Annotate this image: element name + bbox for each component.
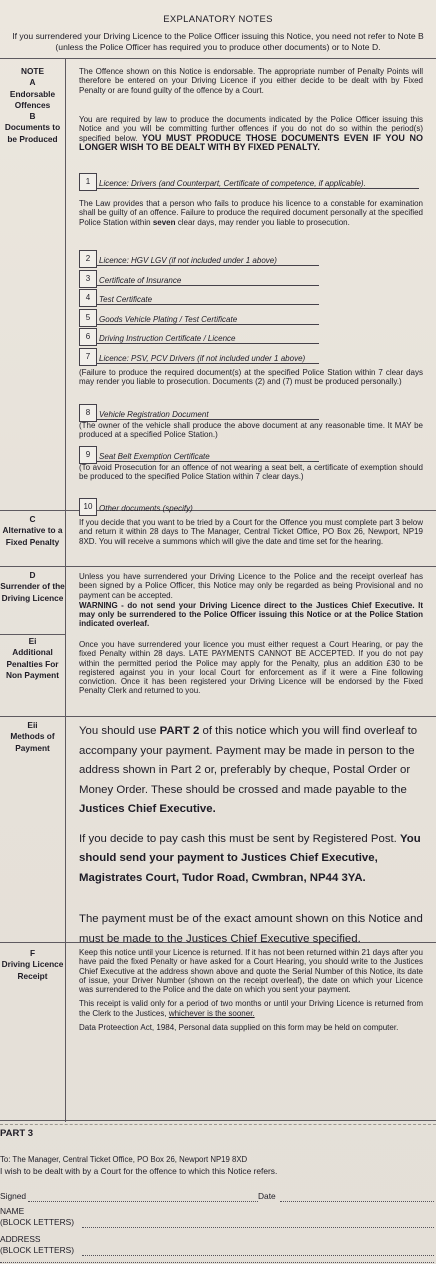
- cash-paragraph: [79, 830, 423, 889]
- note-eii-text: [79, 722, 423, 949]
- owner-paragraph: (The owner of the vehicle shall produce the above document at any reasonable time. It MAY be produced at a specified Police Station.): [79, 421, 423, 440]
- note-d-title: Surrender of the Driving Licence: [0, 581, 65, 603]
- item-number-box: 9: [79, 446, 97, 464]
- item-number-box: 2: [79, 250, 97, 268]
- row-divider: [0, 634, 65, 635]
- signed-label: Signed: [0, 1191, 27, 1201]
- note-b-warning: YOU MUST PRODUCE THOSE DOCUMENTS EVEN IF YOU NO LONGER WISH TO BE DEALT WITH BY FIXED PENALTY.: [79, 132, 424, 152]
- note-c-label: [0, 514, 65, 548]
- validity-text: This receipt is valid only for a period of two months or until your Driving Licence is returned from the Clerk to the Justices,: [79, 999, 423, 1018]
- note-c-letter: C: [29, 514, 36, 524]
- payment-text-a: You should use: [79, 725, 157, 737]
- note-ei-text: [79, 640, 423, 701]
- note-b-letter: B: [29, 111, 36, 122]
- part3-declaration: I wish to be dealt with by a Court for the offence to which this Notice refers.: [0, 1166, 278, 1176]
- item-label: Licence: HGV LGV (if not included under 1 above): [99, 256, 277, 265]
- perforation-line: [0, 1124, 436, 1126]
- note-f-title: Driving Licence Receipt: [1, 959, 64, 981]
- date-label: Date: [258, 1191, 276, 1201]
- payment-part2: PART 2: [159, 725, 200, 737]
- item-underline: [97, 363, 319, 364]
- item-label: Seat Belt Exemption Certificate: [99, 452, 210, 461]
- name-block-letters: (BLOCK LETTERS): [0, 1217, 74, 1227]
- payment-payee: Justices Chief Executive.: [79, 803, 216, 815]
- note-a-label: [0, 66, 65, 145]
- note-d-text: [79, 572, 423, 634]
- note-b-title: Documents to be Produced: [4, 122, 61, 144]
- data-protection-paragraph: Data Proteection Act, 1984, Personal data supplied on this form may be held on computer.: [79, 1023, 399, 1033]
- note-heading: NOTE: [20, 66, 45, 76]
- item-underline: [97, 265, 319, 266]
- address-block-letters: (BLOCK LETTERS): [0, 1245, 74, 1255]
- item-label: Goods Vehicle Plating / Test Certificate: [99, 315, 238, 324]
- note-a-text: [79, 67, 423, 100]
- note-b-paragraph: [79, 115, 423, 152]
- validity-paragraph: [79, 999, 423, 1018]
- page-title: EXPLANATORY NOTES: [163, 14, 273, 25]
- note-b-licence-law-text: [79, 199, 423, 232]
- validity-underlined: whichever is the sooner.: [168, 1008, 255, 1018]
- item-number-box: 4: [79, 289, 97, 307]
- item-underline: [97, 461, 319, 462]
- item-underline: [97, 324, 319, 325]
- document-item-2: [79, 250, 319, 266]
- item-number-box: 10: [79, 498, 97, 516]
- item-underline: [97, 304, 319, 305]
- row-divider: [0, 1120, 436, 1121]
- document-item-7: [79, 348, 319, 364]
- document-item-10: [79, 498, 193, 514]
- item-underline: [97, 343, 319, 344]
- note-d-label: [0, 570, 65, 604]
- note-eii-label: [0, 720, 65, 754]
- note-d-paragraph: Unless you have surrendered your Driving Licence to the Police and the receipt overleaf has been signed by a Police Officer, this Notice may only be regarded as being Provisional and no payment can be accepted.: [79, 572, 423, 600]
- intro-text: If you surrendered your Driving Licence to the Police Officer issuing this Notice, you need not refer to Note B (unless the Police Officer has required you to produce other documents) or to Note D.: [12, 31, 424, 52]
- note-b-owner-text: [79, 421, 423, 445]
- note-d-letter: D: [29, 570, 36, 580]
- item-number-box: 1: [79, 173, 97, 191]
- column-divider: [65, 58, 66, 1122]
- seatbelt-paragraph: (To avoid Prosecution for an offence of not wearing a seat belt, a certificate of exemption should be produced to the specified Police Station within 7 clear days.): [79, 463, 423, 482]
- note-ei-title: Additional Penalties For Non Payment: [5, 647, 60, 680]
- item-number-box: 6: [79, 328, 97, 346]
- licence-law-paragraph: [79, 199, 423, 227]
- item-underline: [97, 419, 319, 420]
- exact-amount-paragraph: The payment must be of the exact amount shown on this Notice and must be made to the Justices Chief Executive specified.: [79, 913, 423, 945]
- document-item-6: [79, 328, 319, 344]
- item-label: Driving Instruction Certificate / Licence: [99, 334, 236, 343]
- licence-law-text-b: clear days, may render you liable to prosecution.: [177, 217, 350, 227]
- item-label: Test Certificate: [99, 295, 153, 304]
- note-c-text: [79, 518, 423, 551]
- note-b-paragraph-text: You are required by law to produce the documents indicated by the Police Officer issuing this Notice and you will be committing further offences if you do not do so within the period(s) specified below.: [79, 115, 423, 143]
- note-f-text: [79, 948, 423, 1037]
- note-eii-letter: Eii: [27, 720, 38, 730]
- note-c-paragraph: If you decide that you want to be tried by a Court for the Offence you must complete part 3 below and return it within 28 days to The Manager, Central Ticket Office, PO Box 26, Newport, NP19 8XD. You will receive a summons which will give the date and time set for the hearing.: [79, 518, 423, 546]
- signature-field[interactable]: [28, 1200, 258, 1202]
- note-b-text: [79, 115, 423, 157]
- notes-table: [0, 58, 436, 1122]
- name-field[interactable]: [82, 1226, 434, 1228]
- address-field-line-1[interactable]: [82, 1254, 434, 1256]
- item-underline: [97, 285, 319, 286]
- date-field[interactable]: [280, 1200, 434, 1202]
- note-ei-label: [0, 636, 65, 681]
- cash-address: You should send your payment to Justices Chief Executive, Magistrates Court, Tudor Road, Cwmbran, NP44 3YA.: [79, 832, 421, 884]
- note-f-letter: F: [29, 948, 36, 958]
- document-item-4: [79, 289, 319, 305]
- item-label: Licence: PSV, PCV Drivers (if not included under 1 above): [99, 354, 306, 363]
- part3-recipient: To: The Manager, Central Ticket Office, PO Box 26, Newport NP19 8XD: [0, 1155, 248, 1164]
- item-number-box: 7: [79, 348, 97, 366]
- payment-method-paragraph: [79, 722, 423, 820]
- item-label: Licence: Drivers (and Counterpart, Certificate of competence, if applicable).: [99, 179, 366, 188]
- item-number-box: 8: [79, 404, 97, 422]
- note-a-paragraph: The Offence shown on this Notice is endorsable. The appropriate number of Penalty Points will therefore be entered on your Driving Licence if you either decide to be dealt with by Fixed Penalty or are found guilty of the offence by a Court.: [79, 67, 423, 95]
- cash-text: If you decide to pay cash this must be sent by Registered Post.: [79, 832, 397, 845]
- note-f-label: [0, 948, 65, 982]
- note-b-seatbelt-text: [79, 463, 423, 487]
- note-d-warning: WARNING - do not send your Driving Licence direct to the Justices Chief Executive. It may only be surrendered to the Police Officer issuing this Notice or at the Police Station indicated overleaf.: [79, 600, 423, 629]
- note-a-title: Endorsable Offences: [9, 88, 56, 110]
- item-underline: [97, 188, 419, 189]
- document-item-8: [79, 404, 319, 420]
- note-ei-letter: Ei: [28, 636, 37, 646]
- row-divider: [0, 716, 436, 717]
- licence-law-text-a: The Law provides that a person who fails to produce his licence to a constable for examination shall be guilty of an offence. Failure to produce the required document personally at the specified Police Station within: [79, 199, 423, 227]
- document-item-5: [79, 309, 319, 325]
- row-divider: [0, 510, 436, 511]
- item-label: Certificate of Insurance: [99, 276, 182, 285]
- item-number-box: 3: [79, 270, 97, 288]
- note-c-title: Alternative to a Fixed Penalty: [2, 525, 63, 547]
- document-item-9: [79, 446, 319, 462]
- name-label: NAME: [0, 1206, 25, 1216]
- payment-text-b: of this notice which you will find overleaf to accompany your payment. Payment may be made in person to the address shown in Part 2 or, preferably by cheque, Postal Order or Money Order. These should be crossed and made payable to the: [79, 725, 418, 796]
- row-divider: [0, 566, 436, 567]
- item-number-box: 5: [79, 309, 97, 327]
- document-item-1: [79, 173, 419, 189]
- row-divider: [0, 58, 436, 59]
- item-label: Other documents (specify): [99, 504, 193, 513]
- licence-law-seven: seven: [152, 217, 176, 227]
- note-b-failure-text: [79, 368, 423, 392]
- part3-heading: PART 3: [0, 1128, 34, 1139]
- note-eii-title: Methods of Payment: [10, 731, 55, 753]
- receipt-paragraph: Keep this notice until your Licence is returned. If it has not been returned within 21 days after you have paid the fixed Penalty or have asked for a Court Hearing, you should write to the Justices Chief Executive at the address shown above and quote the Serial Number of this Notice, its date of issue, your Driver Number (shown on the receipt overleaf), the date on which your Licence was surrendered to the Police and the date on which you sent your payment.: [79, 948, 423, 995]
- address-field-line-2[interactable]: [0, 1261, 434, 1263]
- failure-paragraph: (Failure to produce the required document(s) at the specified Police Station within 7 clear days may render you liable to prosecution. Documents (2) and (7) must be produced personally.): [79, 368, 423, 387]
- document-item-3: [79, 270, 319, 286]
- note-a-letter: A: [29, 77, 36, 88]
- address-label: ADDRESS: [0, 1234, 41, 1244]
- item-label: Vehicle Registration Document: [99, 410, 209, 419]
- note-ei-paragraph: Once you have surrendered your licence you must either request a Court Hearing, or pay the fixed Penalty within 28 days. LATE PAYMENTS CANNOT BE ACCEPTED. If you do not pay within the permitted period the Police may apply for the Penalty, plus an addition £30 to be registered against you in your local Court for enforcement as if it were a Fine following conviction. Once it has been registered your Driving Licence will be endorsed by the Fixed Penalty Clerk and returned to you.: [79, 640, 423, 696]
